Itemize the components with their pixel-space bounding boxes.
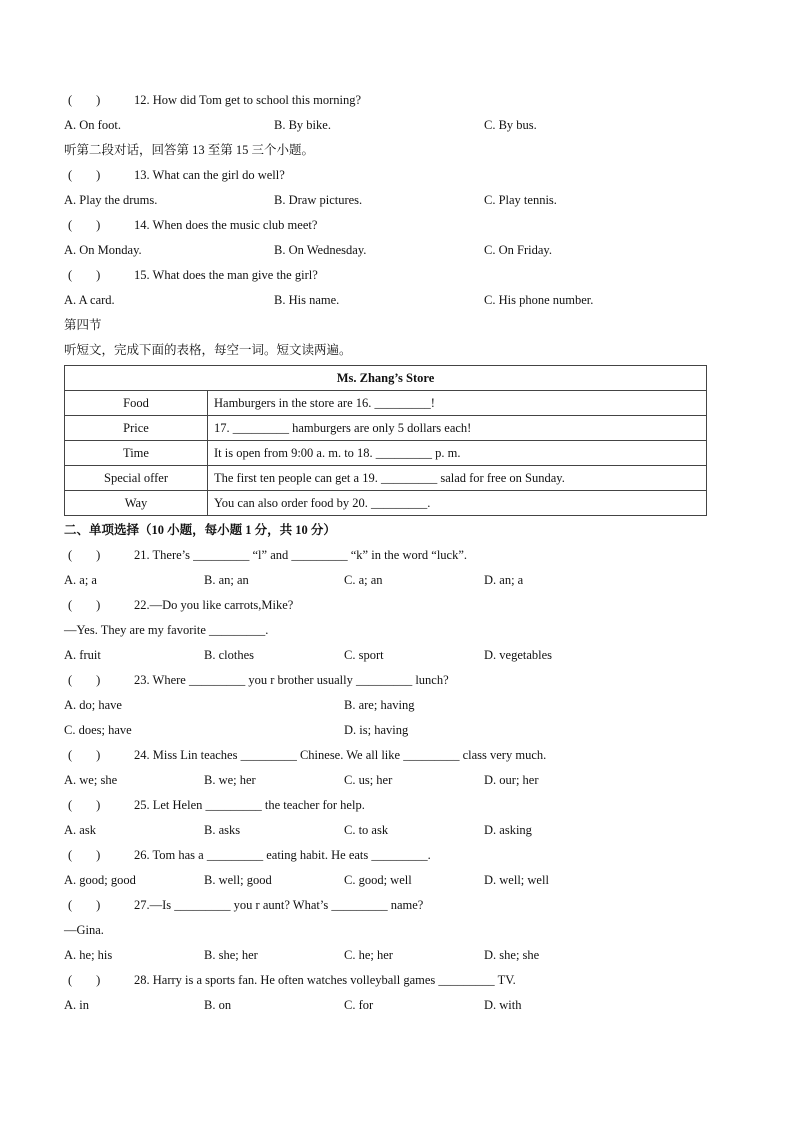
- answer-bracket[interactable]: ( ): [68, 548, 101, 562]
- options-27: [64, 943, 714, 968]
- section-4-instruction: 听短文，完成下面的表格，每空一词。短文读两遍。: [64, 343, 352, 357]
- question-12: [64, 88, 714, 113]
- option-d[interactable]: D. is; having: [344, 723, 409, 737]
- question-text: 13. What can the girl do well?: [134, 168, 285, 182]
- question-reply: —Yes. They are my favorite _________.: [64, 623, 269, 637]
- option-c[interactable]: C. he; her: [344, 948, 393, 962]
- options-12: [64, 113, 714, 138]
- option-b[interactable]: B. we; her: [204, 773, 256, 787]
- question-15: [64, 263, 714, 288]
- option-d[interactable]: D. our; her: [484, 773, 539, 787]
- question-text: 21. There’s _________ “l” and _________ “k” in the word “luck”.: [134, 548, 468, 562]
- answer-bracket[interactable]: ( ): [68, 268, 101, 282]
- option-a[interactable]: A. On Monday.: [64, 243, 142, 257]
- question-25: [64, 793, 714, 818]
- option-d[interactable]: D. an; a: [484, 573, 524, 587]
- question-text: 26. Tom has a _________ eating habit. He eats _________.: [134, 848, 431, 862]
- exam-page: [64, 88, 714, 1018]
- answer-bracket[interactable]: ( ): [68, 598, 101, 612]
- option-b[interactable]: B. well; good: [204, 873, 272, 887]
- option-c[interactable]: C. Play tennis.: [484, 193, 557, 207]
- option-b[interactable]: B. clothes: [204, 648, 254, 662]
- table-title: Ms. Zhang’s Store: [65, 366, 707, 391]
- option-a[interactable]: A. do; have: [64, 698, 122, 712]
- question-text: 14. When does the music club meet?: [134, 218, 318, 232]
- option-d[interactable]: D. well; well: [484, 873, 549, 887]
- question-text: 27.—Is _________ you r aunt? What’s _________ name?: [134, 898, 424, 912]
- question-26: [64, 843, 714, 868]
- row-label: Way: [65, 491, 208, 516]
- option-a[interactable]: A. A card.: [64, 293, 115, 307]
- row-value[interactable]: 17. _________ hamburgers are only 5 dollars each!: [208, 416, 707, 441]
- question-21: [64, 543, 714, 568]
- question-14: [64, 213, 714, 238]
- row-label: Price: [65, 416, 208, 441]
- answer-bracket[interactable]: ( ): [68, 218, 101, 232]
- option-b[interactable]: B. His name.: [274, 293, 340, 307]
- option-c[interactable]: C. good; well: [344, 873, 412, 887]
- answer-bracket[interactable]: ( ): [68, 673, 101, 687]
- options-21: [64, 568, 714, 593]
- table-row: [65, 491, 707, 516]
- option-c[interactable]: C. His phone number.: [484, 293, 594, 307]
- option-a[interactable]: A. ask: [64, 823, 96, 837]
- option-c[interactable]: C. to ask: [344, 823, 389, 837]
- option-c[interactable]: C. does; have: [64, 723, 132, 737]
- option-d[interactable]: D. she; she: [484, 948, 540, 962]
- table-row: [65, 466, 707, 491]
- option-c[interactable]: C. us; her: [344, 773, 393, 787]
- question-text: 12. How did Tom get to school this morning?: [134, 93, 362, 107]
- answer-bracket[interactable]: ( ): [68, 93, 101, 107]
- row-value[interactable]: Hamburgers in the store are 16. _________!: [208, 391, 707, 416]
- options-14: [64, 238, 714, 263]
- option-b[interactable]: B. Draw pictures.: [274, 193, 363, 207]
- options-13: [64, 188, 714, 213]
- option-a[interactable]: A. Play the drums.: [64, 193, 158, 207]
- option-b[interactable]: B. asks: [204, 823, 241, 837]
- question-text: 23. Where _________ you r brother usually _________ lunch?: [134, 673, 449, 687]
- options-23-row1: [64, 693, 714, 718]
- part-2-heading: 二、单项选择（10 小题，每小题 1 分，共 10 分）: [64, 523, 336, 537]
- question-13: [64, 163, 714, 188]
- options-26: [64, 868, 714, 893]
- question-24: [64, 743, 714, 768]
- store-table: [64, 365, 707, 516]
- option-c[interactable]: C. On Friday.: [484, 243, 552, 257]
- option-b[interactable]: B. On Wednesday.: [274, 243, 367, 257]
- question-23: [64, 668, 714, 693]
- option-a[interactable]: A. good; good: [64, 873, 136, 887]
- question-text: 28. Harry is a sports fan. He often watches volleyball games _________ TV.: [134, 973, 516, 987]
- option-c[interactable]: C. sport: [344, 648, 384, 662]
- option-a[interactable]: A. On foot.: [64, 118, 121, 132]
- option-b[interactable]: B. an; an: [204, 573, 249, 587]
- question-text: 24. Miss Lin teaches _________ Chinese. We all like _________ class very much.: [134, 748, 547, 762]
- question-28: [64, 968, 714, 993]
- option-d[interactable]: D. asking: [484, 823, 532, 837]
- answer-bracket[interactable]: ( ): [68, 848, 101, 862]
- answer-bracket[interactable]: ( ): [68, 168, 101, 182]
- section-4-title: 第四节: [64, 318, 102, 332]
- option-a[interactable]: A. fruit: [64, 648, 101, 662]
- question-text: 25. Let Helen _________ the teacher for help.: [134, 798, 365, 812]
- option-a[interactable]: A. a; a: [64, 573, 97, 587]
- question-27: [64, 893, 714, 918]
- option-b[interactable]: B. By bike.: [274, 118, 331, 132]
- options-24: [64, 768, 714, 793]
- options-25: [64, 818, 714, 843]
- answer-bracket[interactable]: ( ): [68, 748, 101, 762]
- table-row: [65, 441, 707, 466]
- row-value[interactable]: You can also order food by 20. _________.: [208, 491, 707, 516]
- option-d[interactable]: D. with: [484, 998, 522, 1012]
- table-row: [65, 391, 707, 416]
- options-28: [64, 993, 714, 1018]
- option-b[interactable]: B. are; having: [344, 698, 415, 712]
- options-22: [64, 643, 714, 668]
- question-reply: —Gina.: [64, 923, 104, 937]
- table-row: [65, 416, 707, 441]
- question-text: 22.—Do you like carrots,Mike?: [134, 598, 294, 612]
- option-c[interactable]: C. By bus.: [484, 118, 537, 132]
- option-b[interactable]: B. she; her: [204, 948, 258, 962]
- option-a[interactable]: A. we; she: [64, 773, 118, 787]
- answer-bracket[interactable]: ( ): [68, 898, 101, 912]
- option-d[interactable]: D. vegetables: [484, 648, 553, 662]
- option-c[interactable]: C. for: [344, 998, 374, 1012]
- row-label: Time: [65, 441, 208, 466]
- question-text: 15. What does the man give the girl?: [134, 268, 318, 282]
- option-a[interactable]: A. he; his: [64, 948, 113, 962]
- option-c[interactable]: C. a; an: [344, 573, 383, 587]
- row-label: Food: [65, 391, 208, 416]
- row-value[interactable]: The first ten people can get a 19. _________ salad for free on Sunday.: [208, 466, 707, 491]
- options-15: [64, 288, 714, 313]
- instruction-dialog-2: 听第二段对话，回答第 13 至第 15 三个小题。: [64, 143, 315, 157]
- row-value[interactable]: It is open from 9:00 a. m. to 18. _________ p. m.: [208, 441, 707, 466]
- row-label: Special offer: [65, 466, 208, 491]
- option-a[interactable]: A. in: [64, 998, 89, 1012]
- option-b[interactable]: B. on: [204, 998, 232, 1012]
- question-22: [64, 593, 714, 618]
- options-23-row2: [64, 718, 714, 743]
- answer-bracket[interactable]: ( ): [68, 973, 101, 987]
- answer-bracket[interactable]: ( ): [68, 798, 101, 812]
